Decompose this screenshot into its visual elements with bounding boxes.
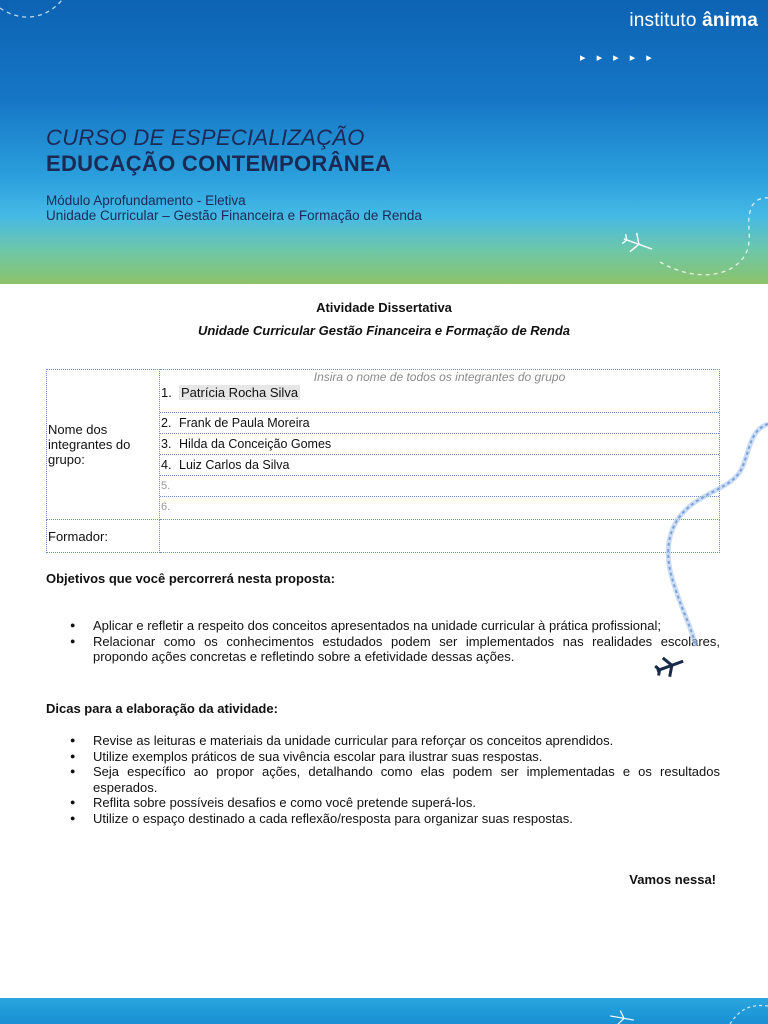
trainer-label: Formador: xyxy=(47,520,160,553)
tips-list xyxy=(46,733,720,826)
members-hint: Insira o nome de todos os integrantes do grupo xyxy=(313,370,566,384)
member-row[interactable]: 6. xyxy=(160,496,719,517)
member-row[interactable]: 5. xyxy=(160,475,719,496)
airplane-icon xyxy=(620,230,656,258)
list-item: ● Utilize o espaço destinado a cada reflexão/resposta para organizar suas respostas. xyxy=(46,811,720,827)
module-info xyxy=(46,193,422,223)
member-name: Hilda da Conceição Gomes xyxy=(179,437,332,451)
footer-banner xyxy=(0,998,768,1024)
member-name: Luiz Carlos da Silva xyxy=(179,458,290,472)
list-item: ● Revise as leituras e materiais da unidade curricular para reforçar os conceitos aprendidos. xyxy=(46,733,720,749)
member-name: Patrícia Rocha Silva xyxy=(181,385,299,400)
header-banner xyxy=(0,0,768,284)
tips-heading: Dicas para a elaboração da atividade: xyxy=(46,701,278,716)
objectives-heading: Objetivos que você percorrerá nesta proposta: xyxy=(46,571,335,586)
member-row[interactable]: 2. Frank de Paula Moreira xyxy=(160,412,719,433)
curricular-unit-line: Unidade Curricular – Gestão Financeira e Formação de Renda xyxy=(46,208,422,223)
brand-logo: instituto ânima xyxy=(629,10,758,31)
list-item: ● Reflita sobre possíveis desafios e como você pretende superá-los. xyxy=(46,795,720,811)
member-row[interactable]: 1. Patrícia Rocha Silva xyxy=(161,385,299,400)
module-line: Módulo Aprofundamento - Eletiva xyxy=(46,193,246,208)
member-name: Frank de Paula Moreira xyxy=(179,416,310,430)
airplane-trail-decoration xyxy=(650,410,768,690)
members-label: Nome dos integrantes do grupo: xyxy=(47,370,160,520)
list-item: ● Aplicar e refletir a respeito dos conceitos apresentados na unidade curricular à prática profissional; xyxy=(46,618,720,634)
list-item: ● Relacionar como os conhecimentos estudados podem ser implementados nas realidades escolares, propondo ações concretas e refletindo sobre a efetividade dessas ações. xyxy=(46,634,720,665)
closing-text: Vamos nessa! xyxy=(629,872,716,887)
course-title-line1: CURSO DE ESPECIALIZAÇÃO xyxy=(46,125,365,150)
list-item: ● Seja específico ao propor ações, detalhando como elas podem ser implementadas e os resultados esperados. xyxy=(46,764,720,795)
trainer-field[interactable] xyxy=(160,520,720,553)
member-row[interactable]: 3. Hilda da Conceição Gomes xyxy=(160,433,719,454)
member-row[interactable]: 4. Luiz Carlos da Silva xyxy=(160,454,719,475)
course-title-line2: EDUCAÇÃO CONTEMPORÂNEA xyxy=(46,151,392,176)
document-title: Atividade Dissertativa xyxy=(316,300,452,315)
objectives-list xyxy=(46,618,720,665)
members-cell xyxy=(160,370,720,520)
course-title xyxy=(46,125,391,177)
group-members-table xyxy=(46,369,720,553)
decorative-dashed-lines xyxy=(0,998,768,1024)
document-subtitle: Unidade Curricular Gestão Financeira e Formação de Renda xyxy=(197,323,571,338)
arrow-decoration: ▸ ▸ ▸ ▸ ▸ xyxy=(580,52,652,64)
airplane-icon xyxy=(653,652,686,680)
list-item: ● Utilize exemplos práticos de sua vivência escolar para ilustrar suas respostas. xyxy=(46,749,720,765)
